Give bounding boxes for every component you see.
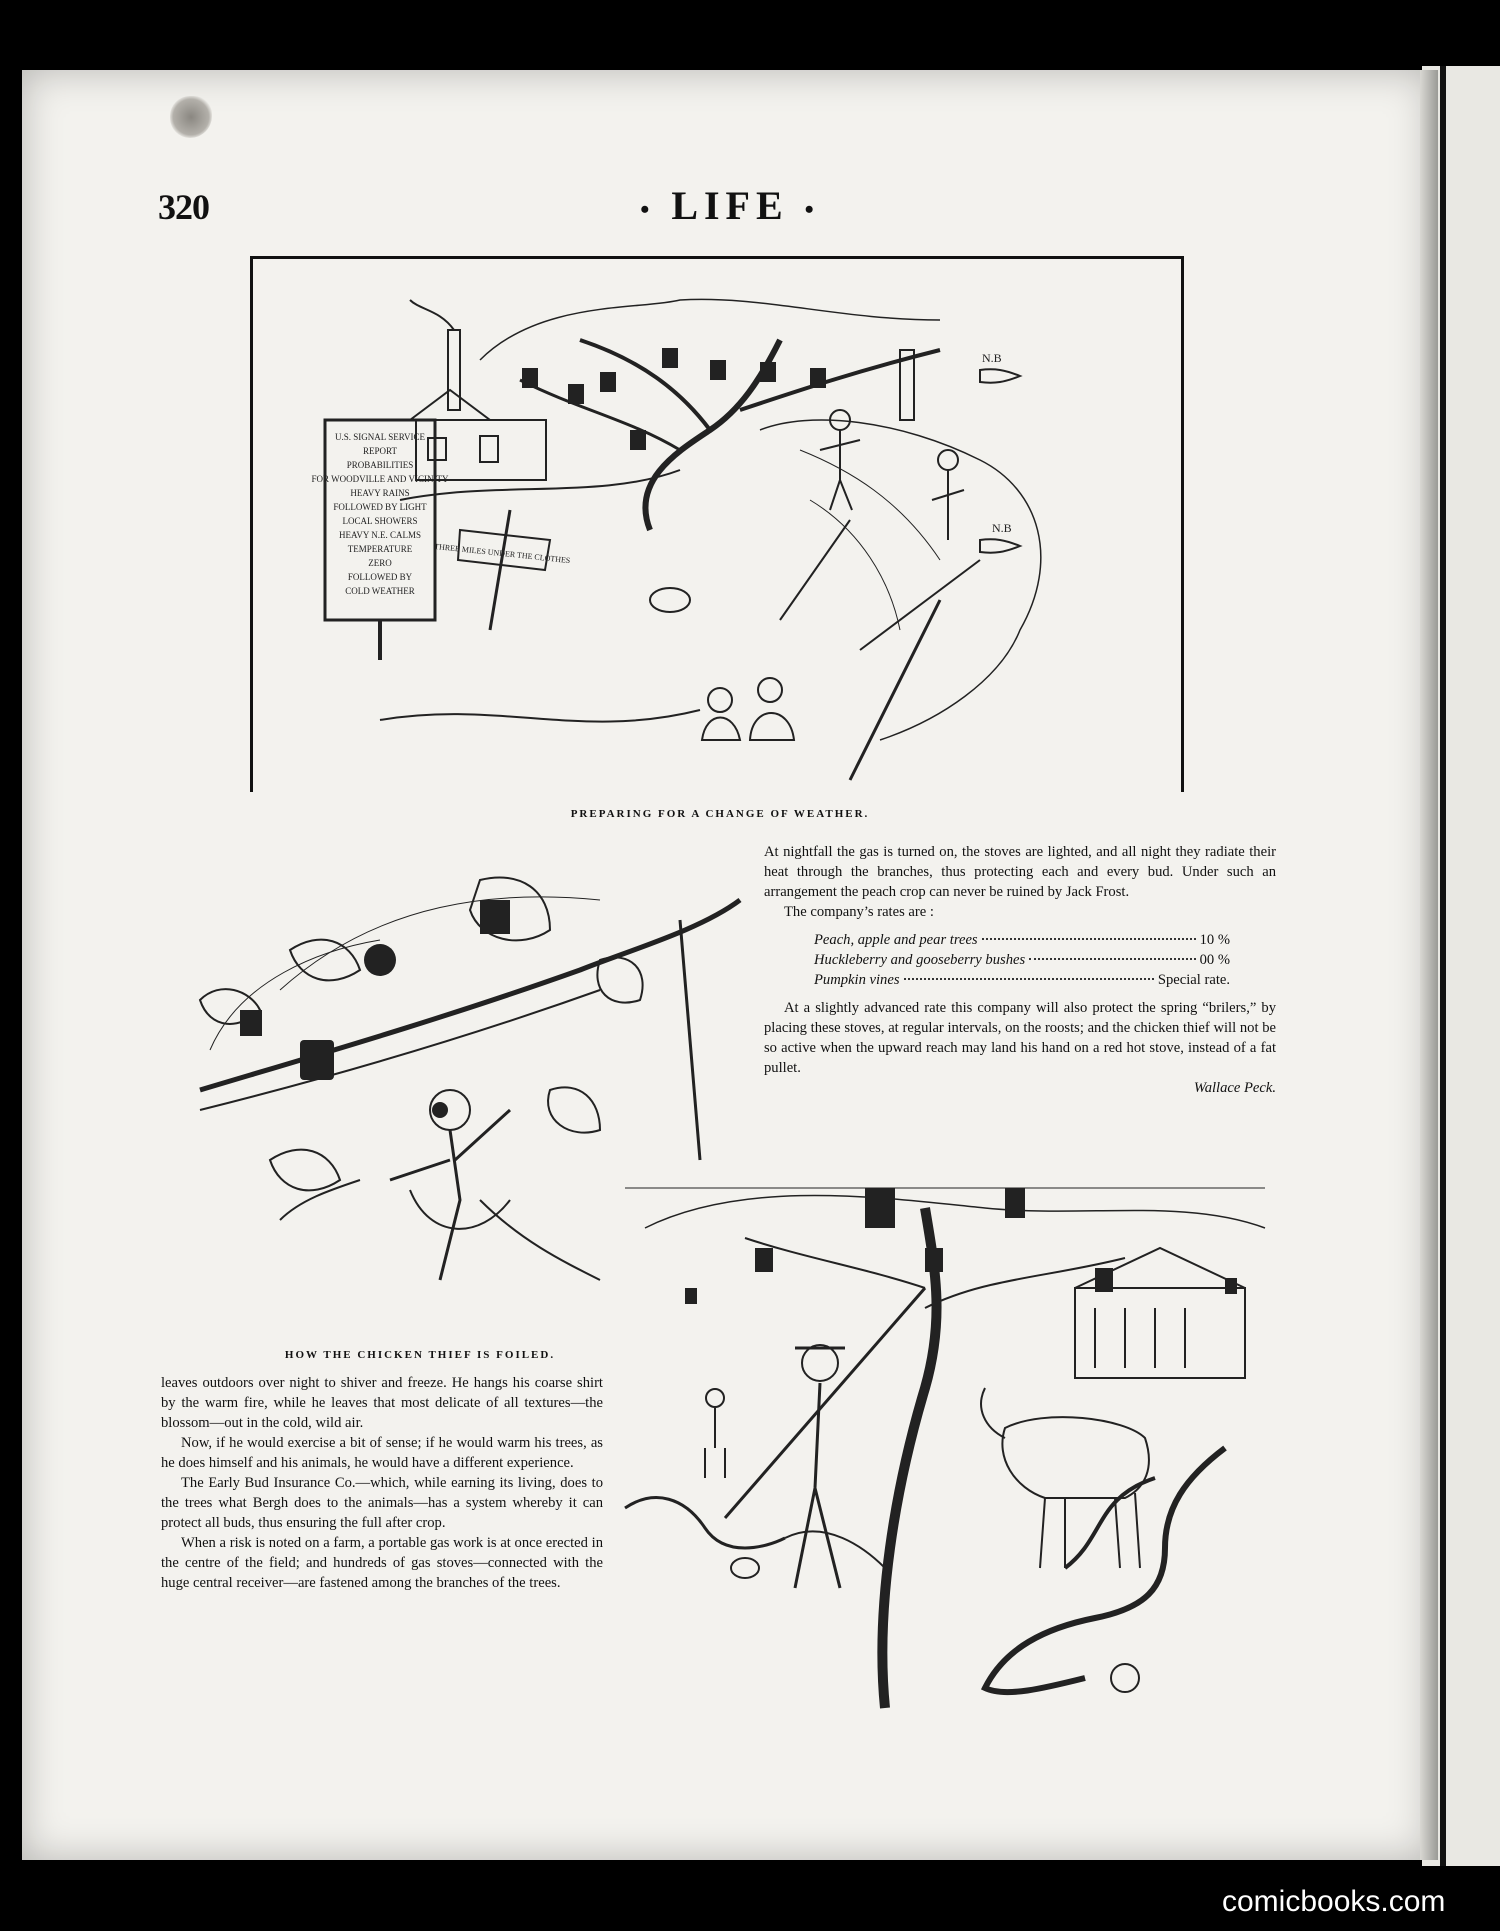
sign-line: ZERO xyxy=(368,558,392,568)
rate-row xyxy=(814,950,1230,970)
left-caption: HOW THE CHICKEN THIEF IS FOILED. xyxy=(284,1349,556,1361)
article-paragraph: The Early Bud Insurance Co.—which, while earning its living, does to the trees what Bergh does to the animals—has a system whereby it can protect all buds, thus ensuring the full after crop. xyxy=(161,1475,603,1531)
sign-line: U.S. SIGNAL SERVICE xyxy=(335,432,425,442)
article-paragraph: At nightfall the gas is turned on, the stoves are lighted, and all night they radiate their heat through the branches, thus protecting each and every bud. Under such an arrangement the peach crop can never be ruined by Jack Frost. xyxy=(764,844,1276,900)
article-paragraph: leaves outdoors over night to shiver and freeze. He hangs his coarse shirt by the warm fire, while he leaves that most delicate of all textures—the blossom—out in the cold, wild air. xyxy=(161,1375,603,1431)
sign-line: COLD WEATHER xyxy=(345,586,415,596)
site-watermark: comicbooks.com xyxy=(1222,1885,1446,1918)
article-paragraph: The company’s rates are : xyxy=(784,904,934,920)
sign-line: REPORT xyxy=(363,446,397,456)
sign-line: HEAVY RAINS xyxy=(350,488,410,498)
page-spine-shadow xyxy=(1420,70,1438,1860)
rate-row xyxy=(814,970,1230,990)
rate-value: 10 % xyxy=(1199,932,1230,948)
article-paragraph: Now, if he would exercise a bit of sense; if he would warm his trees, as he does himself and his animals, he would have a different experience. xyxy=(161,1435,603,1471)
gas-hose-orchard-illustration xyxy=(625,1188,1265,1708)
rate-name: Huckleberry and gooseberry bushes xyxy=(814,952,1026,968)
rate-value: Special rate. xyxy=(1157,972,1230,988)
article-left-column xyxy=(161,1373,603,1593)
sign-line: TEMPERATURE xyxy=(347,544,413,554)
masthead: • LIFE • xyxy=(640,183,820,228)
sign-line: FOLLOWED BY LIGHT xyxy=(333,502,427,512)
sign-line: FOLLOWED BY xyxy=(347,572,413,582)
article-paragraph: When a risk is noted on a farm, a portable gas work is at once erected in the centre of the field; and hundreds of gas stoves—connected with the huge central receiver—are fastened among the branches of the trees. xyxy=(161,1535,603,1591)
sign-line: FOR WOODVILLE AND VICINITY xyxy=(311,474,449,484)
rate-name: Pumpkin vines xyxy=(814,972,900,988)
top-caption: PREPARING FOR A CHANGE OF WEATHER. xyxy=(570,808,870,820)
masthead-title: LIFE xyxy=(671,183,789,228)
sign-line: LOCAL SHOWERS xyxy=(342,516,418,526)
rate-row xyxy=(814,930,1230,950)
nb-note: N.B xyxy=(992,521,1012,535)
rate-value: 00 % xyxy=(1199,952,1230,968)
article-paragraph: At a slightly advanced rate this company will also protect the spring “brilers,” by placing these stoves, at regular intervals, on the roosts; and the chicken thief will not be so active when the upward reach may land his hand on a red hot stove, instead of a fat pullet. xyxy=(764,1000,1276,1076)
article-right-column xyxy=(764,842,1276,1098)
page-number: 320 xyxy=(158,187,209,227)
rates-list xyxy=(814,930,1230,990)
nb-note: N.B xyxy=(982,351,1002,365)
sign-line: PROBABILITIES xyxy=(346,460,414,470)
orchard-illustration xyxy=(311,300,1100,780)
signpost-text: THREE MILES UNDER THE CLOTHES xyxy=(433,541,571,566)
sign-line: HEAVY N.E. CALMS xyxy=(338,530,422,540)
author-byline: Wallace Peck. xyxy=(1193,1080,1276,1096)
rate-name: Peach, apple and pear trees xyxy=(814,932,978,948)
